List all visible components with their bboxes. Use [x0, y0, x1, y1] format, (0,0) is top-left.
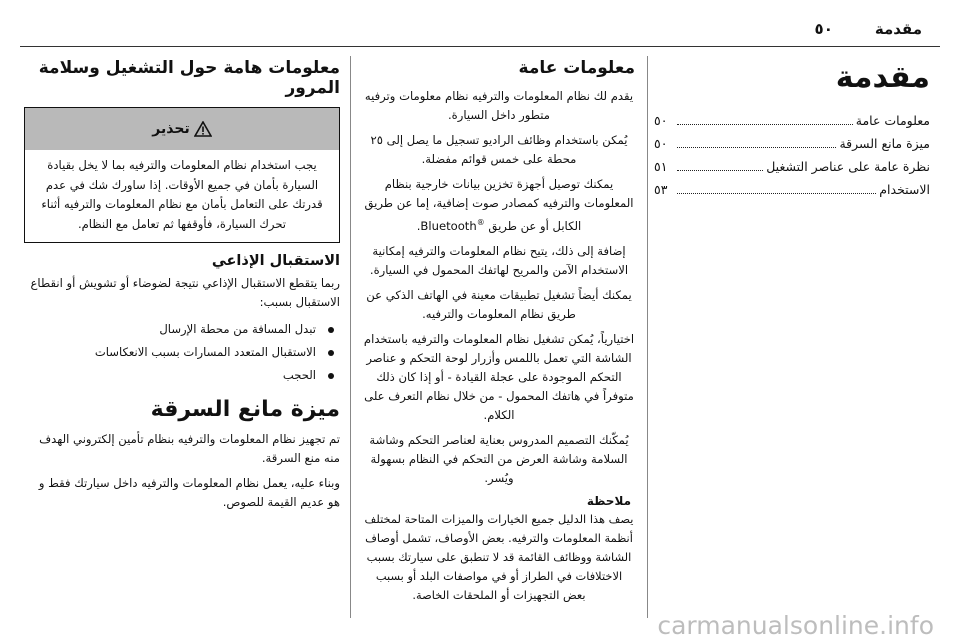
header-divider — [20, 46, 940, 47]
toc-entry[interactable] — [654, 136, 930, 159]
safety-title: معلومات هامة حول التشغيل وسلامة المرور — [38, 58, 340, 98]
toc-entry[interactable] — [654, 113, 930, 136]
toc-entry-page: ٥١ — [654, 159, 668, 174]
chapter-title: مقدمة — [835, 60, 930, 95]
reception-title: الاستقبال الإذاعي — [211, 253, 340, 269]
toc-entry-page: ٥٠ — [654, 113, 668, 128]
antitheft-paragraph: وبناء عليه، يعمل نظام المعلومات والترفيه داخل سيارتك فقط و هو عديم القيمة للصوص. — [38, 476, 340, 509]
toc-entry-page: ٥٠ — [654, 136, 668, 151]
general-info-column — [351, 56, 648, 618]
general-paragraph: يقدم لك نظام المعلومات والترفيه نظام معلومات وترفيه متطور داخل السيارة. — [364, 89, 634, 122]
toc-entry[interactable] — [654, 159, 930, 182]
bluetooth-text: Bluetooth — [420, 218, 477, 233]
antitheft-paragraph: تم تجهيز نظام المعلومات والترفيه بنظام تأمين إلكتروني الهدف منه منع السرقة. — [39, 432, 340, 465]
toc-leader-dots — [677, 193, 876, 194]
general-info-title: معلومات عامة — [518, 58, 635, 78]
note-title: ملاحظة — [586, 493, 631, 508]
general-paragraph: اختيارياً، يُمكن تشغيل نظام المعلومات والترفيه باستخدام الشاشة التي تعمل باللمس وأزرار لوحة التحكم و عناصر التحكم الموجودة على عجلة القيادة - أو إذا كان ذلك متوفراً في هاتفك المحمول - من خلال نظام التعرف على الكلام. — [363, 331, 635, 422]
note-body: يصف هذا الدليل جميع الخيارات والميزات المتاحة لمختلف أنظمة المعلومات والترفيه. بعض الأوصاف، تشمل أوصاف الشاشة ووظائف القائمة قد لا تنطبق على سيارتك بسبب الاختلافات في الطراز أو في مواصفات البلد أو بسبب بعض التجهيزات أو الملحقات الخاصة. — [364, 511, 634, 602]
reception-intro: ربما يتقطع الاستقبال الإذاعي نتيجة لضوضاء أو تشويش أو انقطاع الاستقبال بسبب: — [30, 276, 340, 309]
list-item: تبدل المسافة من محطة الإرسال — [24, 318, 316, 341]
page-number: ٥٠ — [814, 20, 833, 38]
general-paragraph: يُمكّنك التصميم المدروس بعناية لعناصر التحكم وشاشة السلامة وشاشة العرض من التحكم في النظام بسهولة ويُسر. — [369, 432, 629, 485]
reception-causes-list — [24, 318, 340, 387]
toc-entry-label: ميزة مانع السرقة — [839, 136, 930, 151]
toc-entry-label: نظرة عامة على عناصر التشغيل — [766, 159, 930, 174]
general-paragraph-text: يمكنك توصيل أجهزة تخزين بيانات خارجية بنظام المعلومات والترفيه كمصادر صوت إضافية، إما عن طريق الكابل أو عن طريق — [364, 177, 634, 233]
warning-label: تحذير — [152, 121, 190, 137]
warning-header — [25, 108, 339, 150]
list-item: الاستقبال المتعدد المسارات بسبب الانعكاسات — [24, 341, 316, 364]
toc-entry-label: الاستخدام — [879, 182, 930, 197]
watermark: carmanualsonline.info — [657, 611, 934, 640]
antitheft-title: ميزة مانع السرقة — [150, 397, 340, 422]
toc-entry-page: ٥٣ — [654, 182, 668, 197]
safety-column — [20, 56, 351, 618]
warning-triangle-icon — [194, 121, 212, 137]
toc-leader-dots — [677, 170, 763, 171]
general-paragraph: يُمكن باستخدام وظائف الراديو تسجيل ما يصل إلى ٢٥ محطة على خمس قوائم مفضلة. — [370, 133, 628, 166]
running-title: مقدمة — [874, 20, 922, 38]
general-paragraph: يمكنك أيضاً تشغيل تطبيقات معينة في الهاتف الذكي عن طريق نظام المعلومات والترفيه. — [366, 287, 632, 321]
toc-leader-dots — [677, 124, 853, 125]
page-header — [20, 14, 940, 44]
general-paragraph: يمكنك توصيل أجهزة تخزين بيانات خارجية بنظام المعلومات والترفيه كمصادر صوت إضافية، إما عن طريق الكابل أو عن طريق Bluetooth®. — [364, 177, 634, 233]
warning-box — [24, 107, 340, 243]
registered-mark: ® — [476, 218, 485, 227]
toc-entry[interactable] — [654, 182, 930, 205]
warning-text: يجب استخدام نظام المعلومات والترفيه بما لا يخل بقيادة السيارة بأمان في جميع الأوقات. إذا ساورك شك في عدم قدرتك على التعامل بأمان مع نظام المعلومات والترفيه أثناء تحرك السيارة، فأوقفها ثم تعامل مع النظام. — [41, 158, 323, 231]
list-item: الحجب — [24, 364, 316, 387]
table-of-contents — [654, 113, 930, 205]
page-columns — [20, 56, 940, 618]
bluetooth-term — [420, 219, 484, 233]
general-paragraph: إضافة إلى ذلك، يتيح نظام المعلومات والترفيه إمكانية الاستخدام الآمن والمريح لهاتفك المحمول في السيارة. — [369, 243, 629, 277]
toc-entry-label: معلومات عامة — [855, 113, 930, 128]
toc-leader-dots — [677, 147, 836, 148]
intro-column — [648, 56, 940, 618]
